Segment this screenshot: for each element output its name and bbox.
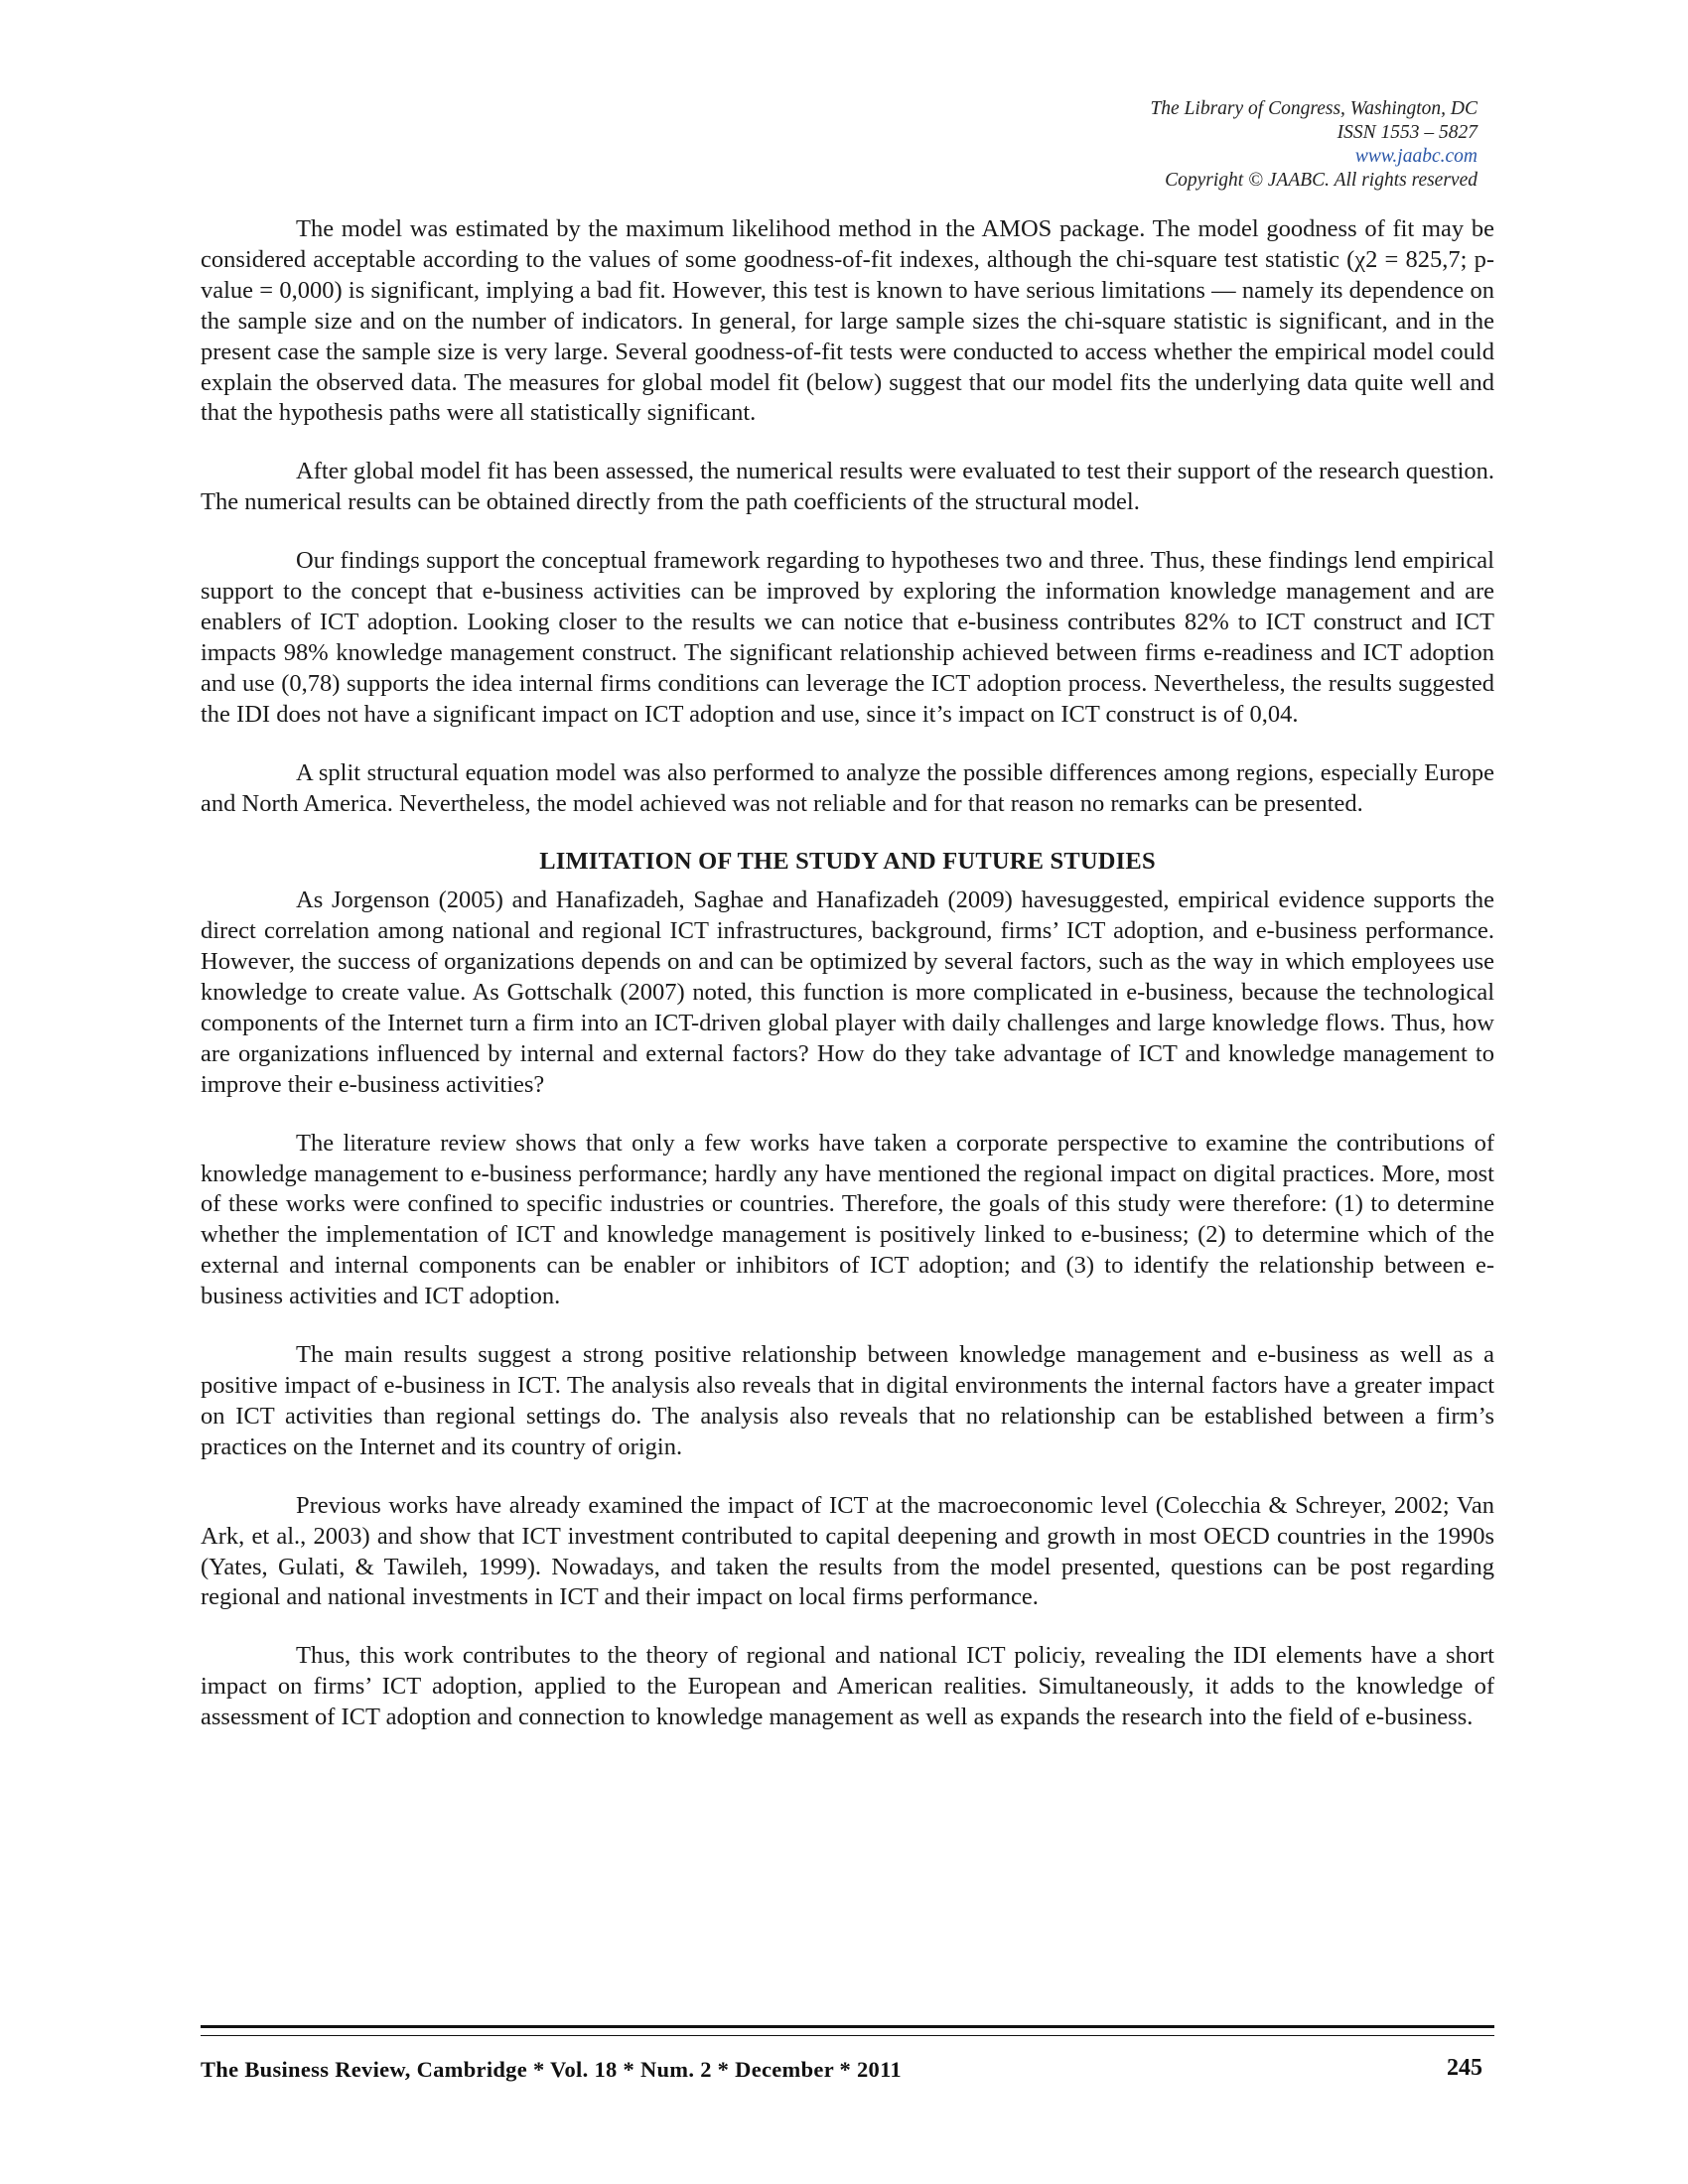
- header-copyright: Copyright © JAABC. All rights reserved: [1165, 170, 1477, 191]
- paragraph-model-estimation: The model was estimated by the maximum likelihood method in the AMOS package. The model goodness of fit may be considered acceptable according to the values of some goodness-of-fit indexes, although the chi-square test statistic (χ2 = 825,7; p-value = 0,000) is significant, implying a bad fit. However, this test is known to have serious limitations — namely its dependence on the sample size and on the number of indicators. In general, for large sample sizes the chi-square statistic is significant, and in the present case the sample size is very large. Several goodness-of-fit tests were conducted to access whether the empirical model could explain the observed data. The measures for global model fit (below) suggest that our model fits the underlying data quite well and that the hypothesis paths were all statistically significant.: [201, 215, 1494, 427]
- paragraph-global-fit: After global model fit has been assessed, the numerical results were evaluated to test their support of the research question. The numerical results can be obtained directly from the path coefficients of the structural model.: [201, 458, 1494, 516]
- paragraph-contribution: Thus, this work contributes to the theory of regional and national ICT policiy, revealing the IDI elements have a short impact on firms’ ICT adoption, applied to the European and American realities. Simultaneously, it adds to the knowledge of assessment of ICT adoption and connection to knowledge management as well as expands the research into the field of e-business.: [201, 1642, 1494, 1731]
- paragraph-split-model: A split structural equation model was also performed to analyze the possible differences among regions, especially Europe and North America. Nevertheless, the model achieved was not reliable and for that reason no remarks can be presented.: [201, 758, 1494, 817]
- paragraph-findings: Our findings support the conceptual framework regarding to hypotheses two and three. Thus, these findings lend empirical support to the concept that e-business activities can be improved by exploring the information knowledge management and are enablers of ICT adoption. Looking closer to the results we can notice that e-business contributes 82% to ICT construct and ICT impacts 98% knowledge management construct. The significant relationship achieved between firms e-readiness and ICT adoption and use (0,78) supports the idea internal firms conditions can leverage the ICT adoption process. Nevertheless, the results suggested the IDI does not have a significant impact on ICT adoption and use, since it’s impact on ICT construct is of 0,04.: [201, 547, 1494, 728]
- footer-journal-citation: The Business Review, Cambridge * Vol. 18 * Num. 2 * December * 2011: [201, 2057, 902, 2082]
- paragraph-literature-review: The literature review shows that only a few works have taken a corporate perspective to examine the contributions of knowledge management to e-business performance; hardly any have mentioned the regional impact on digital practices. More, most of these works were confined to specific industries or countries. Therefore, the goals of this study were therefore: (1) to determine whether the implementation of ICT and knowledge management is positively linked to e-business; (2) to determine which of the external and internal components can be enabler or inhibitors of ICT adoption; and (3) to identify the relationship between e-business activities and ICT adoption.: [201, 1129, 1494, 1310]
- article-body: [201, 214, 1494, 1733]
- page-header: [882, 97, 1477, 193]
- header-website-link[interactable]: www.jaabc.com: [1354, 146, 1477, 167]
- footer-divider: [201, 2025, 1494, 2036]
- header-issn: ISSN 1553 – 5827: [1336, 122, 1477, 143]
- paragraph-limitations: As Jorgenson (2005) and Hanafizadeh, Saghae and Hanafizadeh (2009) havesuggested, empirical evidence supports the direct correlation among national and regional ICT infrastructures, background, firms’ ICT adoption, and e-business performance. However, the success of organizations depends on and can be optimized by several factors, such as the way in which employees use knowledge to create value. As Gottschalk (2007) noted, this function is more complicated in e-business, because the technological components of the Internet turn a firm into an ICT-driven global player with daily challenges and large knowledge flows. Thus, how are organizations influenced by internal and external factors? How do they take advantage of ICT and knowledge management to improve their e-business activities?: [201, 887, 1494, 1098]
- paragraph-main-results: The main results suggest a strong positive relationship between knowledge management and e-business as well as a positive impact of e-business in ICT. The analysis also reveals that in digital environments the internal factors have a greater impact on ICT activities than regional settings do. The analysis also reveals that no relationship can be established between a firm’s practices on the Internet and its country of origin.: [201, 1341, 1494, 1460]
- paragraph-previous-works: Previous works have already examined the impact of ICT at the macroeconomic level (Colecchia & Schreyer, 2002; Van Ark, et al., 2003) and show that ICT investment contributed to capital deepening and growth in most OECD countries in the 1990s (Yates, Gulati, & Tawileh, 1999). Nowadays, and taken the results from the model presented, questions can be post regarding regional and national investments in ICT and their impact on local firms performance.: [201, 1491, 1494, 1611]
- page-number: 245: [1447, 2055, 1482, 2081]
- header-library: The Library of Congress, Washington, DC: [1150, 98, 1477, 119]
- section-heading: LIMITATION OF THE STUDY AND FUTURE STUDIES: [539, 848, 1156, 876]
